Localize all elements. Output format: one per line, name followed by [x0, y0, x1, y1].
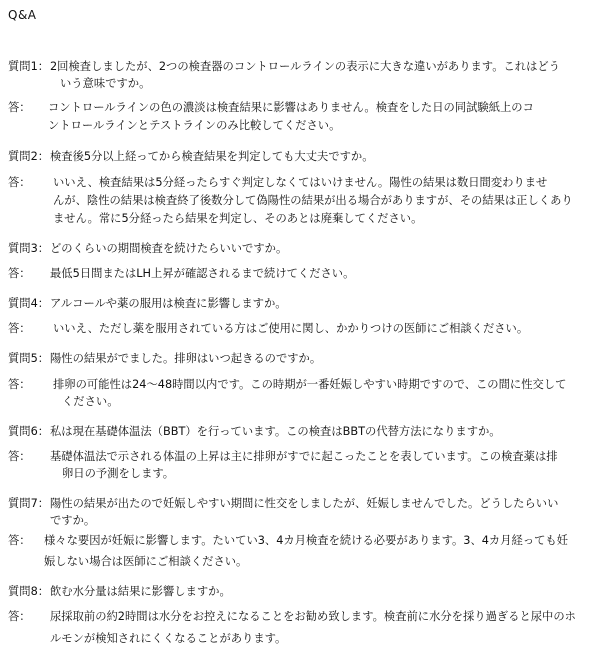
- answer-text: ください。: [62, 395, 119, 408]
- answer-text: んが、陰性の結果は検査終了後数分して偽陽性の結果が出る場合がありますが、その結果は正しくあり: [53, 194, 573, 207]
- answer-text: 排卵の可能性は24～48時間以内です。この時期が一番妊娠しやすい時期ですので、この間に性交して: [53, 378, 567, 391]
- answer-text: コントロールラインの色の濃淡は検査結果に影響はありません。検査をした日の同試験紙上のコ: [48, 101, 534, 114]
- answer-text: 尿採取前の約2時間は水分をお控えになることをお勧め致します。検査前に水分を採り過ぎると尿中のホ: [50, 610, 576, 623]
- question-text: 陽性の結果がでました。排卵はいつ起きるのですか。: [50, 352, 322, 365]
- answer-label: 答：: [8, 450, 31, 463]
- question-text: 2回検査しましたが、2つの検査器のコントロールラインの表示に大きな違いがあります。これはどう: [50, 60, 560, 73]
- question-label: 質問2：: [8, 150, 50, 163]
- answer-text: ません。常に5分経ったら結果を判定し、そのあとは廃棄してください。: [53, 212, 423, 225]
- question-text: どのくらいの期間検査を続けたらいいですか。: [50, 242, 288, 255]
- question-text: いう意味ですか。: [60, 77, 151, 90]
- answer-label: 答：: [8, 267, 31, 280]
- question-label: 質問3：: [8, 242, 50, 255]
- answer-text: 最低5日間またはLH上昇が確認されるまで続けてください。: [50, 267, 355, 280]
- answer-label: 答：: [8, 378, 31, 391]
- question-label: 質問5：: [8, 352, 50, 365]
- question-label: 質問6：: [8, 425, 50, 438]
- question-text: ですか。: [50, 514, 96, 527]
- answer-label: 答：: [8, 610, 31, 623]
- question-label: 質問1：: [8, 60, 50, 73]
- question-text: 陽性の結果が出たので妊娠しやすい期間に性交をしましたが、妊娠しませんでした。どうしたらいい: [50, 497, 559, 510]
- question-text: 私は現在基礎体温法（BBT）を行っています。この検査はBBTの代替方法になりますか。: [50, 425, 501, 438]
- question-label: 質問7：: [8, 497, 50, 510]
- answer-text: いいえ、ただし薬を服用されている方はご使用に関し、かかりつけの医師にご相談ください。: [53, 322, 529, 335]
- answer-text: 基礎体温法で示される体温の上昇は主に排卵がすでに起こったことを表しています。この検査薬は排: [50, 450, 558, 463]
- answer-label: 答：: [8, 322, 31, 335]
- answer-text: いいえ、検査結果は5分経ったらすぐ判定しなくてはいけません。陽性の結果は数日間変わりませ: [53, 176, 548, 189]
- question-text: アルコールや薬の服用は検査に影響しますか。: [50, 297, 287, 310]
- answer-text: ルモンが検知されにくくなることがあります。: [50, 632, 287, 645]
- answer-text: 娠しない場合は医師にご相談ください。: [44, 555, 248, 568]
- question-label: 質問4：: [8, 297, 50, 310]
- question-text: 検査後5分以上経ってから検査結果を判定しても大丈夫ですか。: [50, 150, 374, 163]
- answer-label: 答：: [8, 534, 31, 547]
- answer-label: 答：: [8, 101, 31, 114]
- page-title: Q&A: [8, 8, 37, 22]
- answer-label: 答：: [8, 176, 31, 189]
- answer-text: ントロールラインとテストラインのみ比較してください。: [48, 119, 341, 132]
- answer-text: 卵日の予測をします。: [62, 467, 175, 480]
- answer-text: 様々な要因が妊娠に影響します。たいてい3、4カ月検査を続ける必要があります。3、4カ月経っても妊: [44, 534, 569, 547]
- question-text: 飲む水分量は結果に影響しますか。: [50, 585, 231, 598]
- question-label: 質問8：: [8, 585, 50, 598]
